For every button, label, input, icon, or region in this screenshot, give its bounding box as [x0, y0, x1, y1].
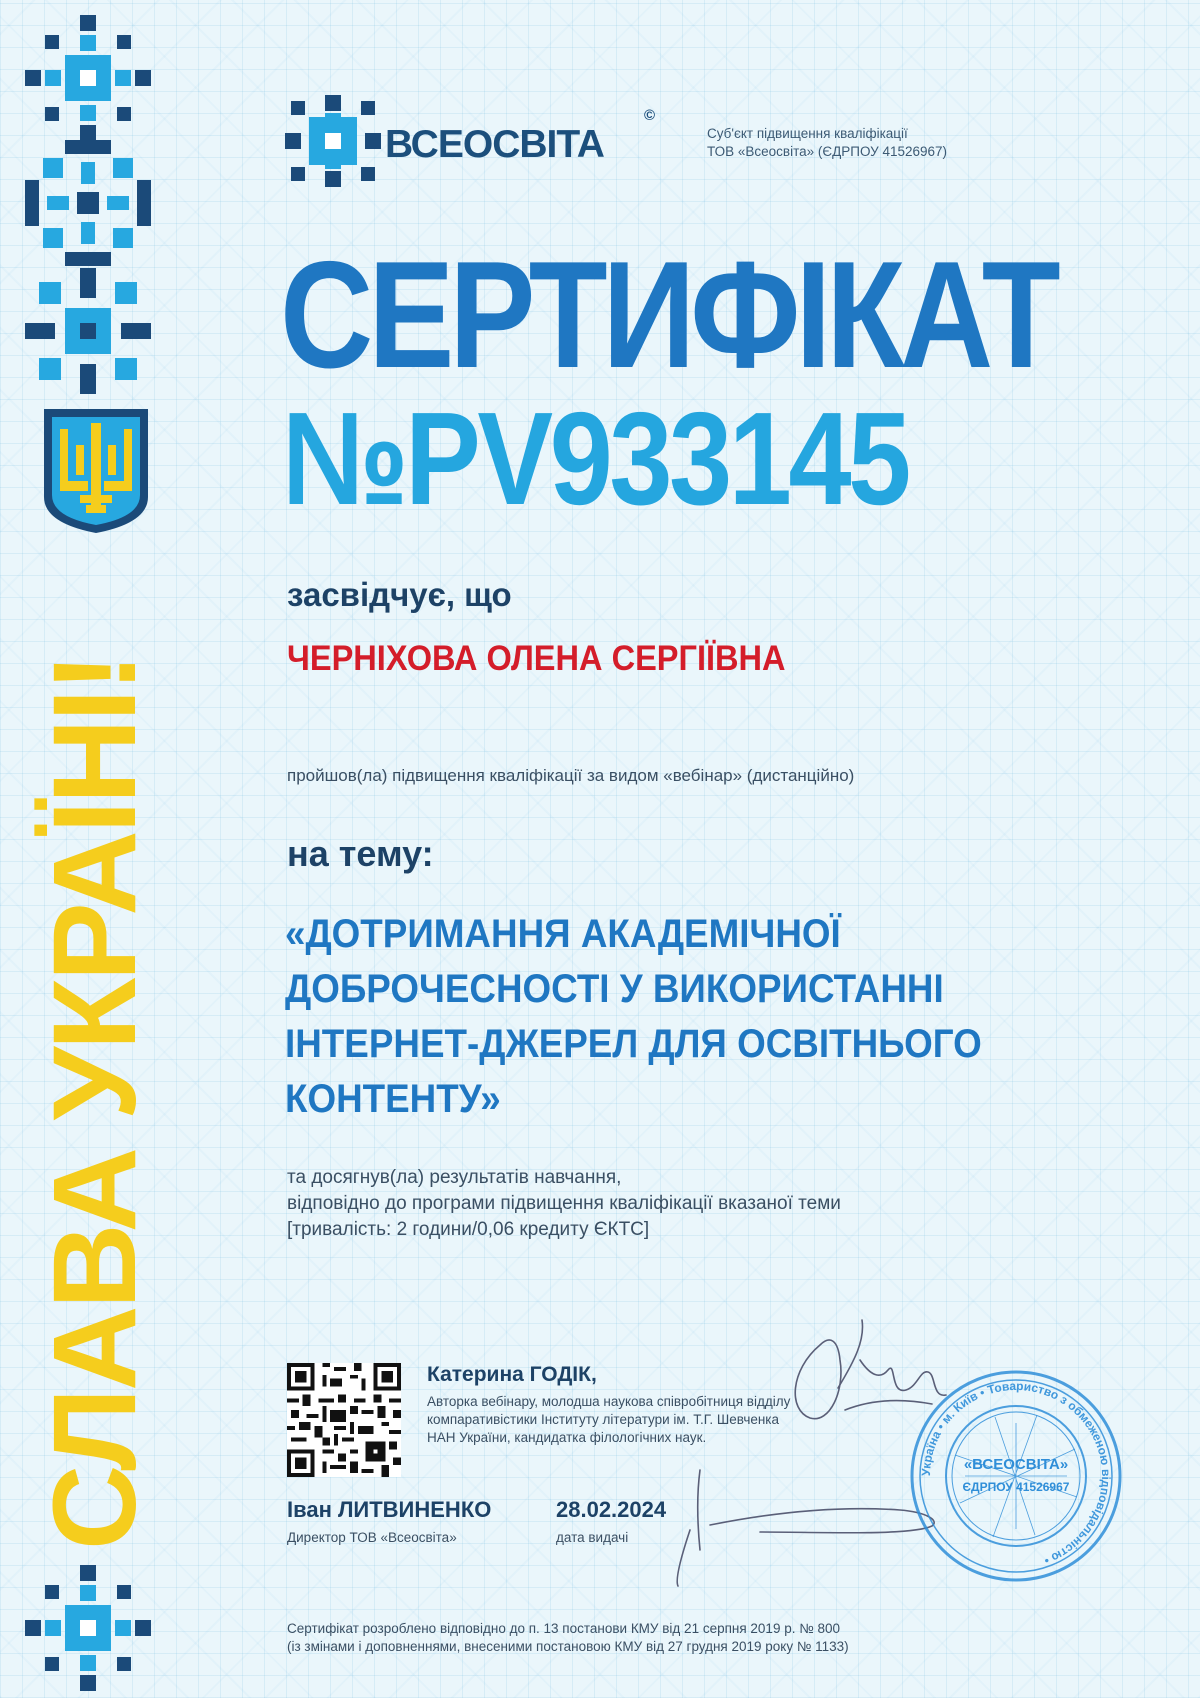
- slogan-text: СЛАВА УКРАЇНІ!: [29, 655, 161, 1550]
- subject-line: Суб'єкт підвищення кваліфікації: [707, 126, 908, 141]
- qr-code[interactable]: [287, 1363, 401, 1477]
- snowflake-logo-icon: [285, 95, 381, 187]
- issue-date: 28.02.2024: [556, 1497, 667, 1522]
- recipient-name: ЧЕРНІХОВА ОЛЕНА СЕРГІЇВНА: [287, 639, 786, 678]
- results-text: [287, 1165, 841, 1243]
- footnote: [287, 1620, 849, 1656]
- subject-line: ТОВ «Всеосвіта» (ЄДРПОУ 41526967): [707, 144, 948, 159]
- official-stamp: [905, 1365, 1127, 1587]
- stamp-code-text: ЄДРПОУ 41526967: [962, 1480, 1070, 1494]
- stamp-ring-text: Україна • м. Київ • Товариство з обмеженою відповідальністю •: [918, 1378, 1114, 1568]
- results-line: відповідно до програми підвищення кваліфікації вказаної теми: [287, 1193, 841, 1214]
- results-line: [тривалість: 2 години/0,06 кредиту ЄКТС]: [287, 1219, 650, 1240]
- topic-line: ДОБРОЧЕСНОСТІ У ВИКОРИСТАННІ: [285, 967, 944, 1011]
- topic-line: КОНТЕНТУ»: [285, 1077, 501, 1121]
- brand-logo: [285, 95, 655, 187]
- results-line: та досягнув(ла) результатів навчання,: [287, 1167, 622, 1188]
- snowflake-ornament-icon: [25, 15, 151, 141]
- director-name: Іван ЛИТВИНЕНКО: [287, 1497, 492, 1522]
- left-ornament-strip: [0, 0, 175, 1698]
- issue-date-label: дата видачі: [556, 1530, 629, 1545]
- topic-title: [285, 907, 1003, 1127]
- stamp-center-text: «ВСЕОСВІТА»: [963, 1456, 1069, 1473]
- snowflake-ornament-icon: [25, 140, 151, 266]
- director-role: Директор ТОВ «Всеосвіта»: [287, 1530, 457, 1545]
- author-name: Катерина ГОДІК,: [427, 1363, 597, 1386]
- brand-name: ВСЕОСВІТА: [385, 123, 604, 166]
- author-bio-line: компаративістики Інституту літератури ім. Т.Г. Шевченка: [427, 1412, 780, 1427]
- certifies-text: засвідчує, що: [287, 576, 512, 613]
- footnote-line: Сертифікат розроблено відповідно до п. 13 постанови КМУ від 21 серпня 2019 р. № 800: [287, 1621, 840, 1636]
- completion-text: пройшов(ла) підвищення кваліфікації за видом «вебінар» (дистанційно): [287, 766, 855, 785]
- topic-line: «ДОТРИМАННЯ АКАДЕМІЧНОЇ: [285, 912, 841, 956]
- certificate-title: СЕРТИФІКАТ: [280, 230, 1056, 400]
- ukraine-coat-of-arms-icon: [40, 405, 152, 537]
- topic-label: на тему:: [287, 833, 434, 874]
- copyright-mark: ©: [644, 107, 656, 124]
- author-bio-line: НАН України, кандидатка філологічних наук.: [427, 1430, 707, 1445]
- certificate-number: №PV933145: [282, 385, 908, 532]
- snowflake-ornament-icon: [25, 1565, 151, 1691]
- subject-info: [707, 125, 947, 161]
- author-bio-line: Авторка вебінару, молодша наукова співробітниця відділу: [427, 1394, 791, 1409]
- snowflake-ornament-icon: [25, 268, 151, 394]
- topic-line: ІНТЕРНЕТ-ДЖЕРЕЛ ДЛЯ ОСВІТНЬОГО: [285, 1022, 982, 1066]
- footnote-line: (із змінами і доповненнями, внесеними постановою КМУ від 27 грудня 2019 року № 1133): [287, 1639, 849, 1654]
